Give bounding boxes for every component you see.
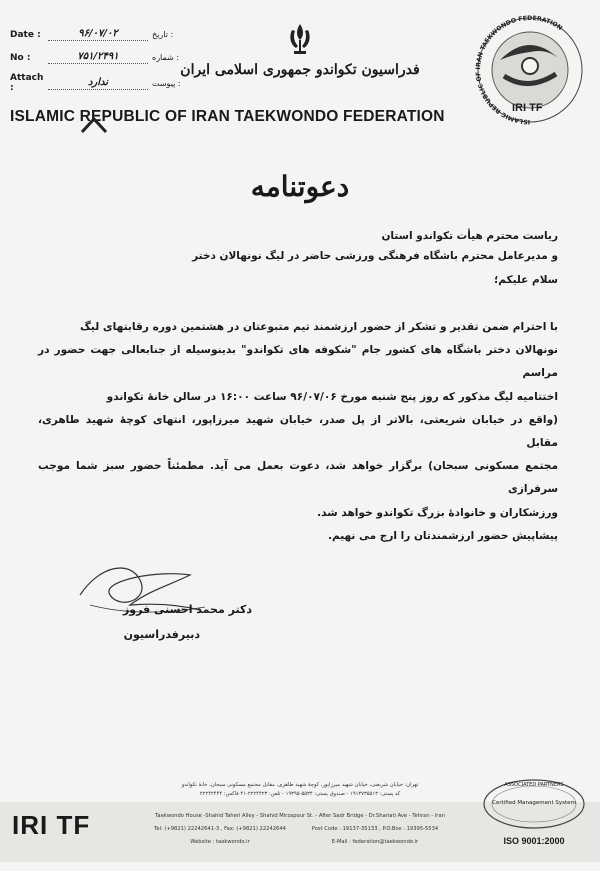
body-line: با احترام ضمن تقدیر و تشکر از حضور ارزشمند تیم متبوعتان در هشتمین دوره رقابتهای لیگ bbox=[80, 321, 558, 333]
date-label-fa: : تاریخ bbox=[152, 30, 174, 39]
closing-line: پیشاپیش حضور ارزشمندتان را ارج می نهیم. bbox=[327, 530, 558, 542]
footer-address-en: Taekwondo House -Shahid Taheri Alley - Shahid Mirzapour St. - After Sadr Bridge - Dr.Shariati Ave - Tehran - Iran bbox=[155, 813, 445, 819]
recipient-line-1: ریاست محترم هیأت تکواندو استان bbox=[381, 230, 558, 242]
number-value: ۷۵۱/۲۴۹۱ bbox=[48, 51, 148, 64]
attach-label-fa: : پیوست bbox=[152, 78, 181, 88]
letter-title: دعوتنامه bbox=[250, 170, 350, 203]
attach-value: ندارد bbox=[48, 77, 148, 90]
footer-website: Website : taekwondo.ir bbox=[190, 839, 250, 845]
federation-name-fa: فدراسیون تکواندو جمهوری اسلامی ایران bbox=[180, 62, 420, 78]
number-label-fa: : شماره bbox=[152, 53, 180, 62]
date-value: ۹۶/۰۷/۰۲ bbox=[48, 28, 148, 41]
chevron-emblem-icon bbox=[80, 116, 108, 134]
footer-email: E-Mail : federation@taekwondo.ir bbox=[331, 839, 419, 845]
recipient-line-2: و مدیرعامل محترم باشگاه فرهنگی ورزشی حاضر در لیگ نونهالان دختر bbox=[192, 250, 558, 262]
footer-phone-en: Tel: (+9821) 22242641-3 , Fax: (+9821) 22242644 bbox=[154, 826, 286, 832]
date-label: Date : bbox=[10, 29, 41, 40]
iso-certification-badge bbox=[478, 778, 590, 853]
footer-logo: IRI TF bbox=[12, 810, 91, 840]
body-line: مجتمع مسکونی سبحان) برگزار خواهد شد، دعوت بعمل می آید. مطمئناً حضور سبز شما موجب سرفرازی bbox=[38, 460, 558, 496]
footer-address-fa: تهران: خیابان شریعتی، خیابان شهید میرزاپور، کوچۀ شهید طاهری، مقابل مجتمع مسکونی سبحان، خانۀ تکواندو bbox=[181, 782, 419, 788]
footer-postal-fa: کد پستی: ۱۹۱۳۷۳۵۵۱۳ - صندوق پستی: ۵۵۳۴-۱۹۳۹۵ - تلفن: ۲۲۲۴۴۲۳-۴۱ فاکس: ۲۲۲۴۲۴۴۴ bbox=[199, 791, 401, 797]
body-line: ورزشکاران و خانوادۀ بزرگ تکواندو خواهد شد. bbox=[317, 506, 558, 519]
number-field bbox=[10, 51, 179, 64]
cert-mid-text: Certified Management System bbox=[492, 800, 576, 806]
federation-logo bbox=[468, 8, 593, 133]
body-line: نونهالان دختر باشگاه های کشور جام "شکوفه های تکواندو" بدینوسیله از جنابعالی جهت حضور در مراسم bbox=[38, 344, 558, 380]
date-field bbox=[10, 28, 173, 41]
logo-text: IRI TF bbox=[512, 102, 543, 114]
footer-postal-en: Post Code : 19137-35133 , P.O.Box : 19395-5534 bbox=[311, 826, 439, 832]
greeting: سلام علیکم؛ bbox=[494, 274, 558, 286]
body-line: (واقع در خیابان شریعتی، بالاتر از پل صدر، خیابان شهید میرزاپور، انتهای کوچۀ شهید طاهری، مقابل bbox=[38, 413, 558, 450]
signer-title: دبیرفدراسیون bbox=[123, 628, 200, 641]
signer-name: دکتر محمد احسنی فروز bbox=[122, 603, 252, 616]
number-label: No : bbox=[10, 52, 31, 63]
iso-label: ISO 9001:2000 bbox=[503, 836, 565, 846]
body-line: اختتامیه لیگ مذکور که روز پنج شنبه مورخ ۹۶/۰۷/۰۶ ساعت ۱۶:۰۰ در سالن خانۀ تکواندو bbox=[106, 390, 558, 403]
attach-label: Attach : bbox=[10, 73, 44, 93]
iran-emblem-icon bbox=[286, 22, 314, 56]
attach-field bbox=[10, 73, 181, 93]
cert-top-text: ASSOCIATED PARTNERS bbox=[504, 782, 564, 788]
letter-body bbox=[38, 316, 558, 525]
logo-ring-text: ISLAMIC REPUBLIC OF IRAN TAEKWONDO FEDERATION bbox=[475, 14, 564, 126]
federation-name-en: ISLAMIC REPUBLIC OF IRAN TAEKWONDO FEDERATION bbox=[10, 108, 445, 125]
